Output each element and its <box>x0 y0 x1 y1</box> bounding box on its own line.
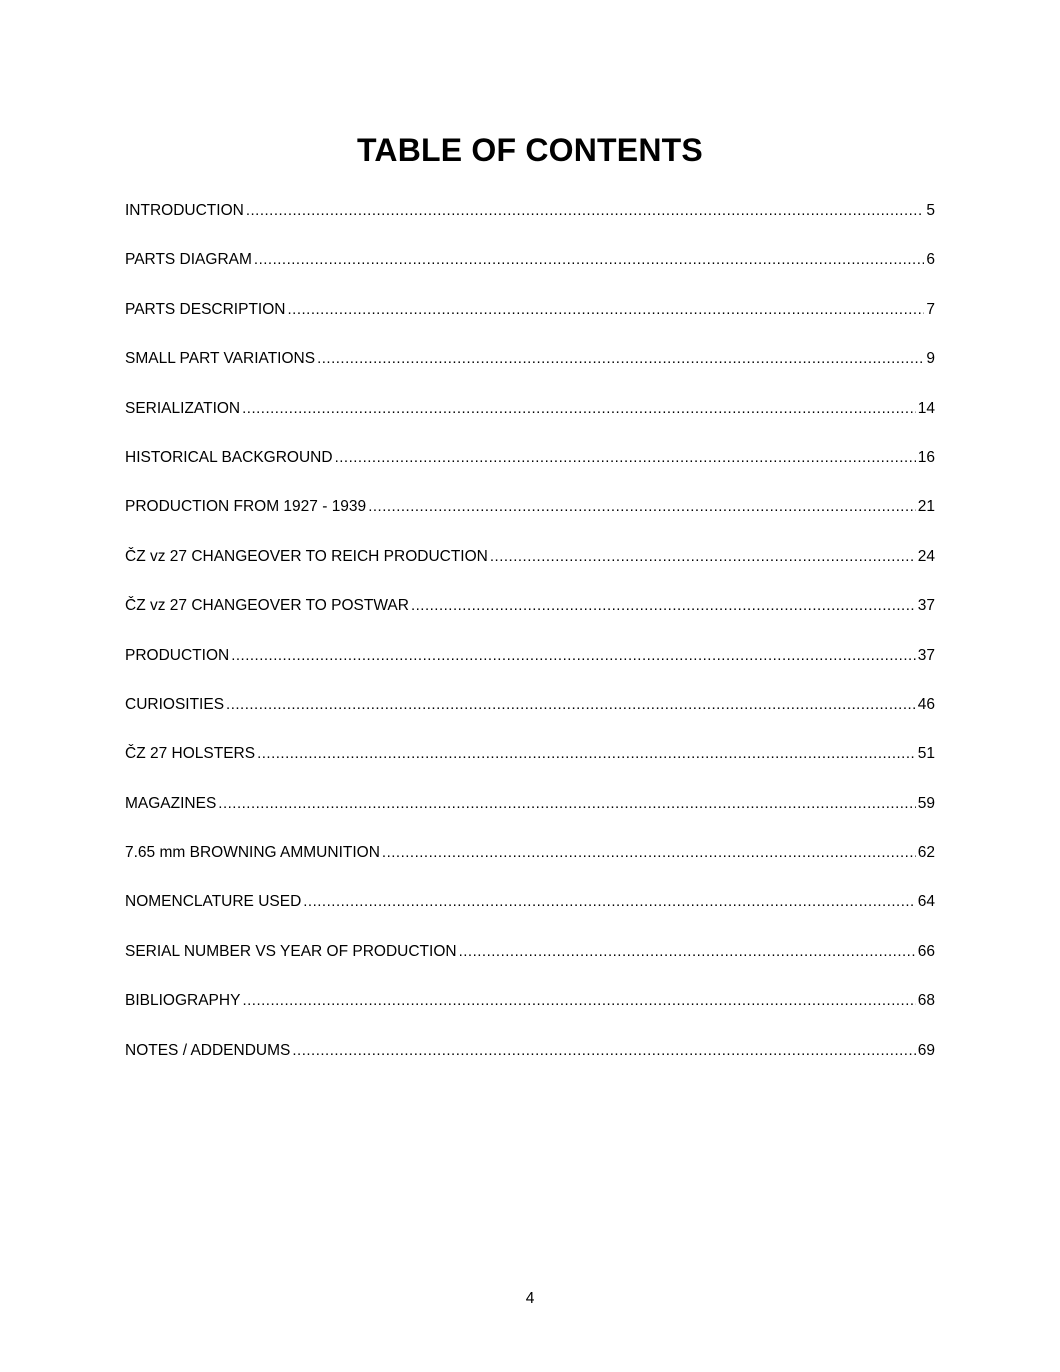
toc-dot-leader <box>287 298 924 322</box>
toc-entry-label: PRODUCTION FROM 1927 - 1939 <box>125 498 367 516</box>
toc-entry-page-number: 6 <box>926 251 935 269</box>
toc-dot-leader <box>317 347 924 371</box>
toc-entry[interactable] <box>125 298 935 347</box>
toc-dot-leader <box>292 1039 915 1063</box>
toc-entry-label: BIBLIOGRAPHY <box>125 992 241 1010</box>
toc-entry-label: ČZ 27 HOLSTERS <box>125 745 256 763</box>
toc-entry-page-number: 62 <box>917 844 935 862</box>
toc-entry-page-number: 64 <box>917 893 935 911</box>
toc-entry[interactable] <box>125 248 935 297</box>
toc-dot-leader <box>246 199 925 223</box>
toc-entry-label: MAGAZINES <box>125 794 217 812</box>
toc-entry-label: NOMENCLATURE USED <box>125 893 302 911</box>
toc-dot-leader <box>459 940 916 964</box>
toc-entry-label: SERIAL NUMBER VS YEAR OF PRODUCTION <box>125 942 457 960</box>
toc-dot-leader <box>242 397 916 421</box>
toc-entry-label: NOTES / ADDENDUMS <box>125 1041 291 1059</box>
toc-entry-page-number: 7 <box>926 300 935 318</box>
toc-entry[interactable] <box>125 940 935 989</box>
toc-entry[interactable] <box>125 742 935 791</box>
toc-entry-label: 7.65 mm BROWNING AMMUNITION <box>125 844 380 862</box>
toc-entry-page-number: 46 <box>917 695 935 713</box>
toc-entry-label: ČZ vz 27 CHANGEOVER TO POSTWAR <box>125 597 409 615</box>
toc-entry-page-number: 37 <box>917 646 935 664</box>
toc-entry-label: PARTS DESCRIPTION <box>125 300 286 318</box>
toc-dot-leader <box>218 792 915 816</box>
table-of-contents <box>125 199 935 1088</box>
toc-entry[interactable] <box>125 1039 935 1088</box>
toc-entry-page-number: 59 <box>917 794 935 812</box>
toc-dot-leader <box>411 594 916 618</box>
toc-entry[interactable] <box>125 199 935 248</box>
toc-entry[interactable] <box>125 495 935 544</box>
toc-entry[interactable] <box>125 347 935 396</box>
toc-entry-page-number: 21 <box>917 498 935 516</box>
toc-entry[interactable] <box>125 594 935 643</box>
toc-entry-page-number: 14 <box>917 399 935 417</box>
toc-entry-page-number: 68 <box>917 992 935 1010</box>
page-number: 4 <box>525 1290 535 1307</box>
toc-entry[interactable] <box>125 890 935 939</box>
toc-entry[interactable] <box>125 792 935 841</box>
toc-entry-label: SMALL PART VARIATIONS <box>125 350 316 368</box>
toc-entry[interactable] <box>125 545 935 594</box>
toc-dot-leader <box>335 446 916 470</box>
toc-entry-page-number: 24 <box>917 547 935 565</box>
toc-entry-label: ČZ vz 27 CHANGEOVER TO REICH PRODUCTION <box>125 547 488 565</box>
toc-entry-label: HISTORICAL BACKGROUND <box>125 448 333 466</box>
toc-entry-page-number: 69 <box>917 1041 935 1059</box>
toc-dot-leader <box>382 841 916 865</box>
toc-dot-leader <box>254 248 924 272</box>
page-title: TABLE OF CONTENTS <box>357 132 703 168</box>
toc-dot-leader <box>368 495 916 519</box>
toc-entry[interactable] <box>125 644 935 693</box>
toc-dot-leader <box>257 742 916 766</box>
toc-entry-label: PRODUCTION <box>125 646 230 664</box>
toc-entry-page-number: 66 <box>917 942 935 960</box>
toc-entry-label: SERIALIZATION <box>125 399 241 417</box>
toc-entry[interactable] <box>125 989 935 1038</box>
toc-entry[interactable] <box>125 397 935 446</box>
toc-entry[interactable] <box>125 841 935 890</box>
toc-entry-label: INTRODUCTION <box>125 202 244 219</box>
toc-dot-leader <box>231 644 916 668</box>
toc-entry-page-number: 37 <box>917 597 935 615</box>
toc-entry-label: CURIOSITIES <box>125 695 225 713</box>
toc-dot-leader <box>242 989 915 1013</box>
toc-entry-label: PARTS DIAGRAM <box>125 251 252 269</box>
toc-entry[interactable] <box>125 693 935 742</box>
toc-entry-page-number: 16 <box>917 448 935 466</box>
toc-dot-leader <box>490 545 916 569</box>
toc-entry-page-number: 9 <box>926 350 935 368</box>
toc-dot-leader <box>226 693 916 717</box>
toc-entry[interactable] <box>125 446 935 495</box>
toc-entry-page-number: 5 <box>926 202 935 219</box>
toc-dot-leader <box>303 890 915 914</box>
toc-entry-page-number: 51 <box>917 745 935 763</box>
